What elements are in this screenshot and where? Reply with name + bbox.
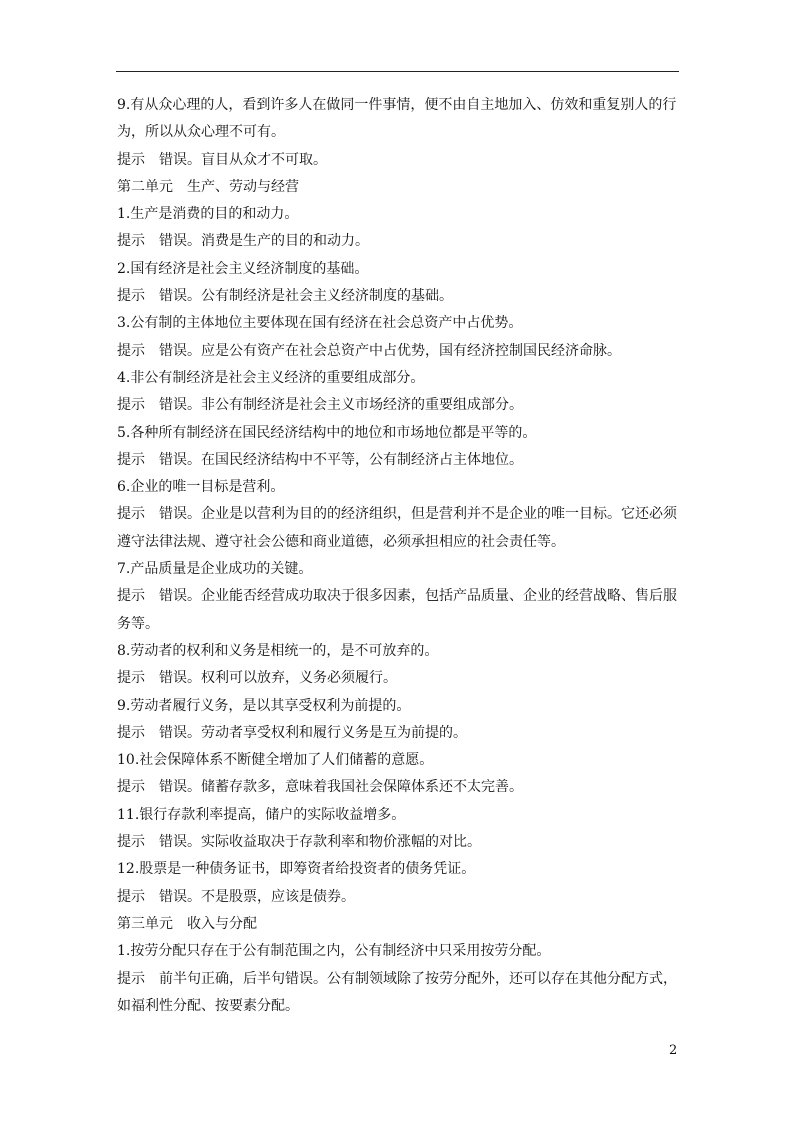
text-line: 提示 前半句正确，后半句错误。公有制领域除了按劳分配外，还可以存在其他分配方式， bbox=[117, 970, 677, 987]
text-line: 提示 错误。权利可以放弃，义务必须履行。 bbox=[117, 670, 397, 687]
text-line: 提示 错误。劳动者享受权利和履行义务是互为前提的。 bbox=[117, 724, 467, 741]
text-line: 提示 错误。非公有制经济是社会主义市场经济的重要组成部分。 bbox=[117, 397, 523, 414]
page-number: 2 bbox=[669, 1043, 678, 1058]
text-line: 1.按劳分配只存在于公有制范围之内，公有制经济中只采用按劳分配。 bbox=[117, 943, 551, 960]
text-line: 提示 错误。企业是以营利为目的的经济组织，但是营利并不是企业的唯一目标。它还必须 bbox=[117, 506, 677, 523]
text-line: 11.银行存款利率提高，储户的实际收益增多。 bbox=[117, 806, 406, 823]
text-line: 10.社会保障体系不断健全增加了人们储蓄的意愿。 bbox=[117, 752, 434, 769]
text-line: 12.股票是一种债务证书，即筹资者给投资者的债务凭证。 bbox=[117, 861, 476, 878]
text-line: 为，所以从众心理不可有。 bbox=[117, 124, 285, 141]
section-heading: 第三单元 收入与分配 bbox=[117, 915, 257, 932]
text-line: 8.劳动者的权利和义务是相统一的，是不可放弃的。 bbox=[117, 642, 439, 659]
text-line: 如福利性分配、按要素分配。 bbox=[117, 997, 299, 1014]
section-heading: 第二单元 生产、劳动与经营 bbox=[117, 178, 299, 195]
text-line: 提示 错误。公有制经济是社会主义经济制度的基础。 bbox=[117, 288, 453, 305]
text-line: 提示 错误。储蓄存款多，意味着我国社会保障体系还不太完善。 bbox=[117, 779, 523, 796]
text-line: 2.国有经济是社会主义经济制度的基础。 bbox=[117, 260, 369, 277]
text-line: 提示 错误。消费是生产的目的和动力。 bbox=[117, 233, 369, 250]
text-line: 9.有从众心理的人，看到许多人在做同一件事情，便不由自主地加入、仿效和重复别人的行 bbox=[117, 97, 677, 113]
text-line: 4.非公有制经济是社会主义经济的重要组成部分。 bbox=[117, 369, 425, 386]
text-line: 9.劳动者履行义务，是以其享受权利为前提的。 bbox=[117, 697, 411, 714]
text-line: 6.企业的唯一目标是营利。 bbox=[117, 479, 285, 496]
text-line: 3.公有制的主体地位主要体现在国有经济在社会总资产中占优势。 bbox=[117, 315, 523, 332]
text-line: 1.生产是消费的目的和动力。 bbox=[117, 206, 299, 223]
header-rule bbox=[116, 71, 679, 72]
text-line: 遵守法律法规、遵守社会公德和商业道德，必须承担相应的社会责任等。 bbox=[117, 533, 565, 550]
document-body bbox=[117, 92, 683, 1020]
text-line: 提示 错误。盲目从众才不可取。 bbox=[117, 151, 327, 168]
text-line: 提示 错误。在国民经济结构中不平等，公有制经济占主体地位。 bbox=[117, 451, 523, 468]
text-line: 提示 错误。应是公有资产在社会总资产中占优势，国有经济控制国民经济命脉。 bbox=[117, 342, 621, 359]
text-line: 提示 错误。企业能否经营成功取决于很多因素，包括产品质量、企业的经营战略、售后服 bbox=[117, 588, 677, 605]
text-line: 务等。 bbox=[117, 615, 159, 632]
text-line: 5.各种所有制经济在国民经济结构中的地位和市场地位都是平等的。 bbox=[117, 424, 537, 441]
text-line: 7.产品质量是企业成功的关键。 bbox=[117, 561, 313, 578]
text-line: 提示 错误。实际收益取决于存款利率和物价涨幅的对比。 bbox=[117, 834, 481, 851]
text-line: 提示 错误。不是股票，应该是债券。 bbox=[117, 888, 355, 905]
